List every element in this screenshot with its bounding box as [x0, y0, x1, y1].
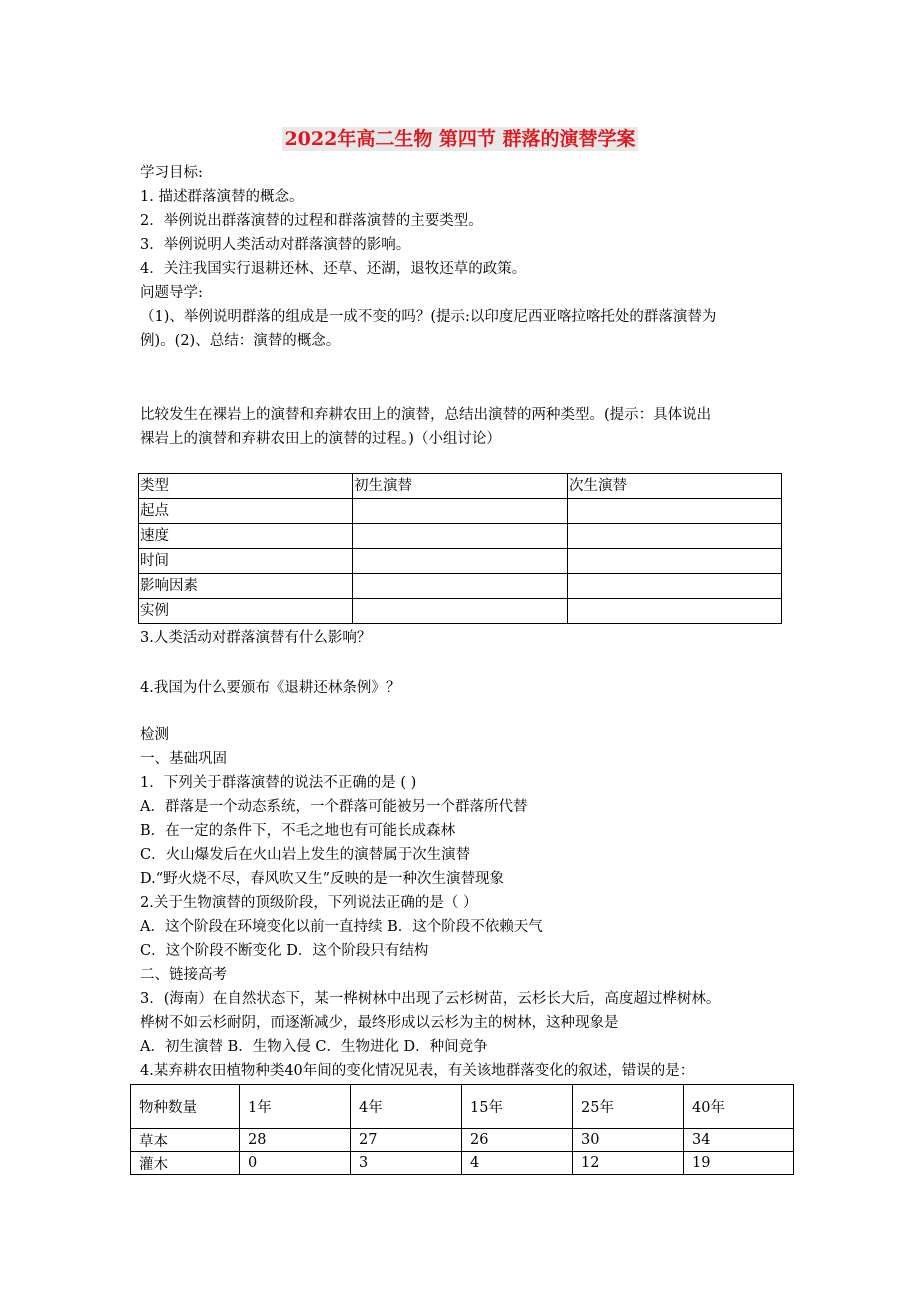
- table-row: [139, 574, 782, 599]
- text-line: A．群落是一个动态系统，一个群落可能被另一个群落所代替: [140, 799, 528, 815]
- table-cell: 28: [240, 1129, 351, 1152]
- table-header-row: [131, 1085, 794, 1129]
- table-cell: [568, 524, 782, 549]
- text-line: 1．下列关于群落演替的说法不正确的是 ( ): [140, 775, 417, 791]
- table-cell: [568, 549, 782, 574]
- species-count-table: [130, 1084, 794, 1175]
- page-title: 2022年高二生物 第四节 群落的演替学案: [284, 128, 636, 150]
- table-row: [139, 524, 782, 549]
- text-line: 4．关注我国实行退耕还林、还草、还湖，退牧还草的政策。: [140, 261, 527, 277]
- table-cell: 4年: [351, 1085, 462, 1129]
- text-line: 2.关于生物演替的顶级阶段，下列说法正确的是（ ）: [140, 895, 478, 911]
- table-row: [139, 599, 782, 624]
- table-cell: 类型: [139, 474, 353, 499]
- table-cell: 19: [684, 1152, 794, 1175]
- table-cell: 4: [462, 1152, 573, 1175]
- table-cell: [568, 499, 782, 524]
- table-cell: 时间: [139, 549, 353, 574]
- text-line: 2．举例说出群落演替的过程和群落演替的主要类型。: [140, 213, 483, 229]
- text-line: 桦树不如云杉耐阴，而逐渐减少，最终形成以云杉为主的树林，这种现象是: [140, 1015, 619, 1031]
- table-cell: 30: [573, 1129, 684, 1152]
- table-cell: 实例: [139, 599, 353, 624]
- text-line: C．火山爆发后在火山岩上发生的演替属于次生演替: [140, 847, 471, 863]
- table-cell: 0: [240, 1152, 351, 1175]
- text-line: 3．(海南）在自然状态下，某一桦树林中出现了云杉树苗，云杉长大后，高度超过桦树林。: [140, 991, 721, 1007]
- table-cell: 次生演替: [568, 474, 782, 499]
- text-line: C．这个阶段不断变化 D．这个阶段只有结构: [140, 943, 429, 959]
- succession-compare-table: [138, 473, 782, 624]
- section-heading: 二、链接高考: [140, 967, 227, 983]
- text-line: A．这个阶段在环境变化以前一直持续 B．这个阶段不依赖天气: [140, 919, 543, 935]
- question-4: 4.我国为什么要颁布《退耕还林条例》？: [140, 680, 401, 696]
- table-cell: [353, 549, 568, 574]
- text-line: B．在一定的条件下，不毛之地也有可能长成森林: [140, 823, 456, 839]
- table-cell: 25年: [573, 1085, 684, 1129]
- table-cell: 34: [684, 1129, 794, 1152]
- table-row: [139, 499, 782, 524]
- text-line: （1)、举例说明群落的组成是一成不变的吗？(提示:以印度尼西亚喀拉喀托处的群落演替为: [140, 309, 717, 325]
- table-cell: 灌木: [131, 1152, 240, 1175]
- text-line: 3．举例说明人类活动对群落演替的影响。: [140, 237, 411, 253]
- table-cell: 12: [573, 1152, 684, 1175]
- table-cell: [568, 599, 782, 624]
- table-cell: [353, 524, 568, 549]
- table-cell: 初生演替: [353, 474, 568, 499]
- text-line: 1. 描述群落演替的概念。: [140, 189, 304, 205]
- table-row: [139, 549, 782, 574]
- table-row: [131, 1129, 794, 1152]
- table-cell: 26: [462, 1129, 573, 1152]
- text-line: 裸岩上的演替和弃耕农田上的演替的过程。)（小组讨论）: [140, 431, 501, 447]
- table-cell: [568, 574, 782, 599]
- table-cell: 15年: [462, 1085, 573, 1129]
- question-3: 3.人类活动对群落演替有什么影响？: [140, 630, 372, 646]
- text-line: 学习目标:: [140, 165, 203, 181]
- table-cell: 起点: [139, 499, 353, 524]
- text-line: 问题导学:: [140, 285, 203, 301]
- table-cell: 速度: [139, 524, 353, 549]
- section-heading: 一、基础巩固: [140, 751, 227, 767]
- text-line: 例)。(2)、总结：演替的概念。: [140, 333, 341, 349]
- table-cell: 物种数量: [131, 1085, 240, 1129]
- text-line: 比较发生在裸岩上的演替和弃耕农田上的演替，总结出演替的两种类型。(提示：具体说出: [140, 407, 712, 423]
- section-heading: 检测: [140, 727, 169, 743]
- table-header-row: [139, 474, 782, 499]
- table-cell: 1年: [240, 1085, 351, 1129]
- table-cell: 3: [351, 1152, 462, 1175]
- table-row: [131, 1152, 794, 1175]
- table-cell: [353, 499, 568, 524]
- text-line: A．初生演替 B．生物入侵 C．生物进化 D．种间竞争: [140, 1039, 488, 1055]
- table-cell: [353, 599, 568, 624]
- text-line: D.“野火烧不尽，春风吹又生”反映的是一种次生演替现象: [140, 871, 505, 887]
- table-cell: 影响因素: [139, 574, 353, 599]
- table-cell: 27: [351, 1129, 462, 1152]
- text-line: 4.某弃耕农田植物种类40年间的变化情况见表，有关该地群落变化的叙述，错误的是：: [140, 1063, 695, 1079]
- table-cell: 40年: [684, 1085, 794, 1129]
- table-cell: [353, 574, 568, 599]
- table-cell: 草本: [131, 1129, 240, 1152]
